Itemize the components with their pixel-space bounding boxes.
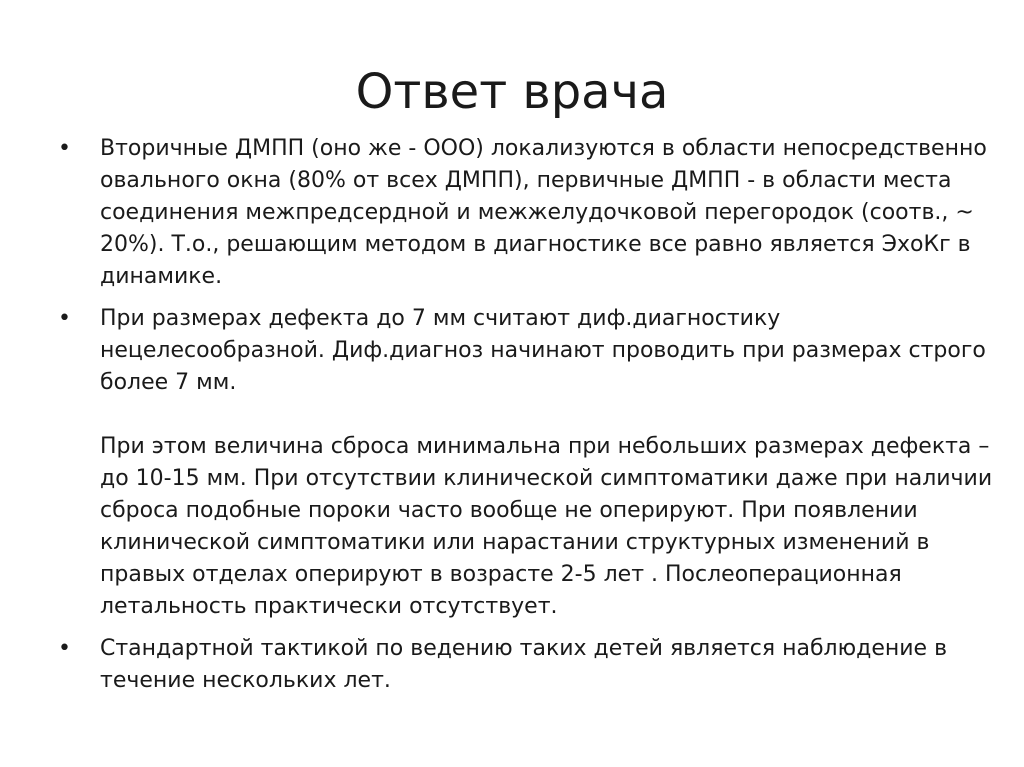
bullet-paragraph: Вторичные ДМПП (оно же - ООО) локализуются в области непосредственно овального окна (80% от всех ДМПП), первичные ДМПП - в области места соединения межпредсердной и межжелудочковой перегородок (соотв., ~ 20%). Т.о., решающим методом в диагностике все равно является ЭхоКг в динамике. — [100, 136, 987, 289]
bullet-text — [100, 633, 998, 697]
bullet-paragraph: Стандартной тактикой по ведению таких детей является наблюдение в течение нескольких лет. — [100, 636, 948, 693]
bullet-dot-icon: • — [58, 306, 71, 331]
bullet-paragraph: При размерах дефекта до 7 мм считают диф.диагностику нецелесообразной. Диф.диагноз начинают проводить при размерах строго более 7 мм. — [100, 306, 986, 395]
bullet-text — [100, 303, 998, 623]
slide-title: Ответ врача — [355, 64, 669, 120]
bullet-item — [58, 133, 998, 293]
bullet-dot-icon: • — [58, 136, 71, 161]
bullet-list — [58, 133, 998, 707]
bullet-paragraph: При этом величина сброса минимальна при небольших размерах дефекта – до 10-15 мм. При отсутствии клинической симптоматики даже при наличии сброса подобные пороки часто вообще не оперируют. При появлении клинической симптоматики или нарастании структурных изменений в правых отделах оперируют в возрасте 2-5 лет . Послеоперационная летальность практически отсутствует. — [100, 434, 993, 619]
bullet-item — [58, 633, 998, 697]
bullet-item — [58, 303, 998, 623]
bullet-dot-icon: • — [58, 636, 71, 661]
bullet-text — [100, 133, 998, 293]
